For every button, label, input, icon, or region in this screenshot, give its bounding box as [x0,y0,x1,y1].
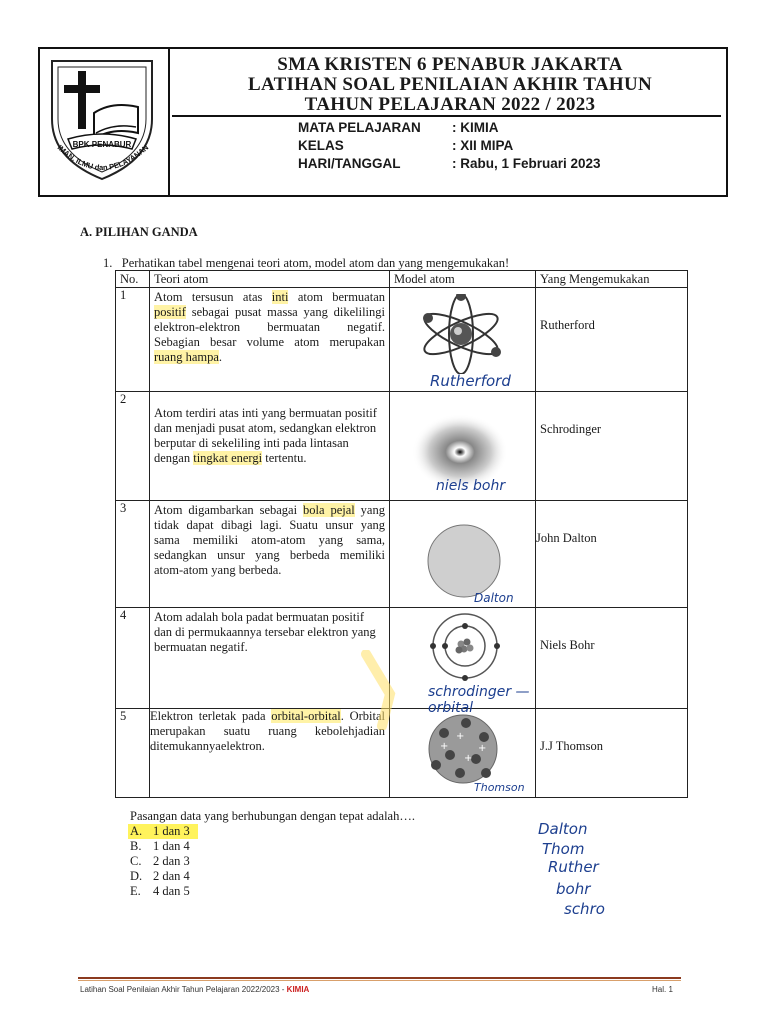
option-letter: B. [130,839,142,853]
row-number: 5 [116,709,150,798]
option-text: 2 dan 4 [153,869,190,883]
option-text: 4 dan 5 [153,884,190,898]
option-letter: D. [130,869,143,883]
handwritten-note: Thom [542,840,585,858]
table-row [116,392,688,501]
option-letter: A. [130,824,143,838]
model-cell [390,608,536,716]
school-logo-cell [38,47,170,197]
highlighter-mark [360,650,410,730]
theory-cell [150,501,390,608]
footer-title: Latihan Soal Penilaian Akhir Tahun Pelajaran 2022/2023 - [80,985,287,994]
option-text: 1 dan 4 [153,839,190,853]
row-number: 1 [116,288,150,392]
logo-banner-text: BPK PENABUR [72,140,132,149]
svg-text:+: + [440,741,449,752]
person-name: Rutherford [540,318,595,332]
row-number: 3 [116,501,150,608]
handwritten-annotation: Rutherford [430,372,511,390]
person-name: Schrodinger [540,422,602,436]
header-person: Yang Mengemukakan [536,271,688,288]
logo-motto: IMAN, ILMU dan PELAYANAN [55,142,151,173]
options-prompt: Pasangan data yang berhubungan dengan tepat adalah…. [130,809,415,823]
subject-label: MATA PELAJARAN [298,120,421,135]
section-title: A. PILIHAN GANDA [80,225,198,239]
footer-rule-thin [78,980,681,981]
person-name: J.J Thomson [540,739,603,753]
class-label: KELAS [298,138,344,153]
handwritten-annotation: niels bohr [436,478,506,494]
svg-text:+: + [464,753,473,764]
person-cell [536,392,688,501]
header-no: No. [116,271,150,288]
person-name: Niels Bohr [540,638,595,652]
rutherford-atom-image [416,294,506,374]
theory-cell [150,392,390,501]
handwritten-note: Dalton [538,820,588,838]
header-theory: Teori atom [150,271,390,288]
solid-sphere-image [424,523,504,599]
person-cell [536,501,688,608]
question-1 [103,256,509,271]
handwritten-annotation: Dalton [474,591,514,605]
model-cell [390,288,536,392]
question-text: Perhatikan tabel mengenai teori atom, model atom dan yang mengemukakan! [121,256,510,270]
handwritten-note: bohr [556,880,591,898]
subject-value: : KIMIA [452,120,499,135]
option-letter: E. [130,884,141,898]
option-letter: C. [130,854,142,868]
question-number: 1. [103,256,113,270]
model-cell [390,501,536,608]
handwritten-note: Ruther [548,858,599,876]
exam-title: LATIHAN SOAL PENILAIAN AKHIR TAHUN [248,74,652,95]
academic-year: TAHUN PELAJARAN 2022 / 2023 [304,94,596,115]
theory-text: Atom adalah bola padat bermuatan positif dan di permukaannya tersebar elektron yang bermuatan negatif. [154,610,376,654]
person-cell [536,709,688,798]
theory-text: Atom tersusun atas inti atom bermuatan positif sebagai pusat massa yang dikelilingi elektron-elektron bermuatan negatif. Sebagian besar volume atom merupakan ruang hampa. [154,290,385,364]
option-text: 2 dan 3 [153,854,190,868]
svg-text:+: + [456,731,465,742]
footer-subject: KIMIA [286,985,310,994]
handwritten-annotation: schrodinger —orbital [428,684,530,716]
row-number: 2 [116,392,150,501]
handwritten-annotation: Thomson [474,781,525,794]
header-divider [172,115,721,117]
plum-pudding-atom-image [420,709,506,789]
theory-cell [150,608,390,709]
theory-cell [150,709,390,798]
model-cell [390,392,536,501]
school-logo-icon [38,47,166,193]
date-label: HARI/TANGGAL [298,156,401,171]
person-name: John Dalton [536,531,597,545]
handwritten-note: schro [564,900,605,918]
table-header-row [116,271,688,288]
theory-text: Atom digambarkan sebagai bola pejal yang tidak dapat dibagi lagi. Suatu unsur yang sama memiliki atom-atom yang sama, sedangkan unsur yang berbeda memiliki atom-atom yang berbeda. [154,503,385,577]
person-cell [536,288,688,392]
row-number: 4 [116,608,150,709]
table-row [116,501,688,608]
bohr-atom-image [420,612,510,682]
theory-text: Atom terdiri atas inti yang bermuatan positif dan menjadi pusat atom, sedangkan elektron berputar di sekeliling inti pada lintasan dengan tingkat energi tertentu. [154,406,377,465]
person-cell [536,608,688,709]
svg-text:+: + [478,743,487,754]
page-number: Hal. 1 [652,985,673,994]
theory-cell [150,288,390,392]
class-value: : XII MIPA [452,138,514,153]
header-model: Model atom [390,271,536,288]
theory-text: Elektron terletak pada orbital-orbital. Orbital merupakan suatu ruang kebolehjadian ditemukannyaelektron. [150,709,385,753]
school-name: SMA KRISTEN 6 PENABUR JAKARTA [277,54,623,75]
table-row [116,288,688,392]
date-value: : Rabu, 1 Februari 2023 [452,156,601,171]
footer-rule [78,977,681,979]
option-text: 1 dan 3 [153,824,190,838]
model-cell [390,709,536,798]
footer-text [80,985,309,994]
